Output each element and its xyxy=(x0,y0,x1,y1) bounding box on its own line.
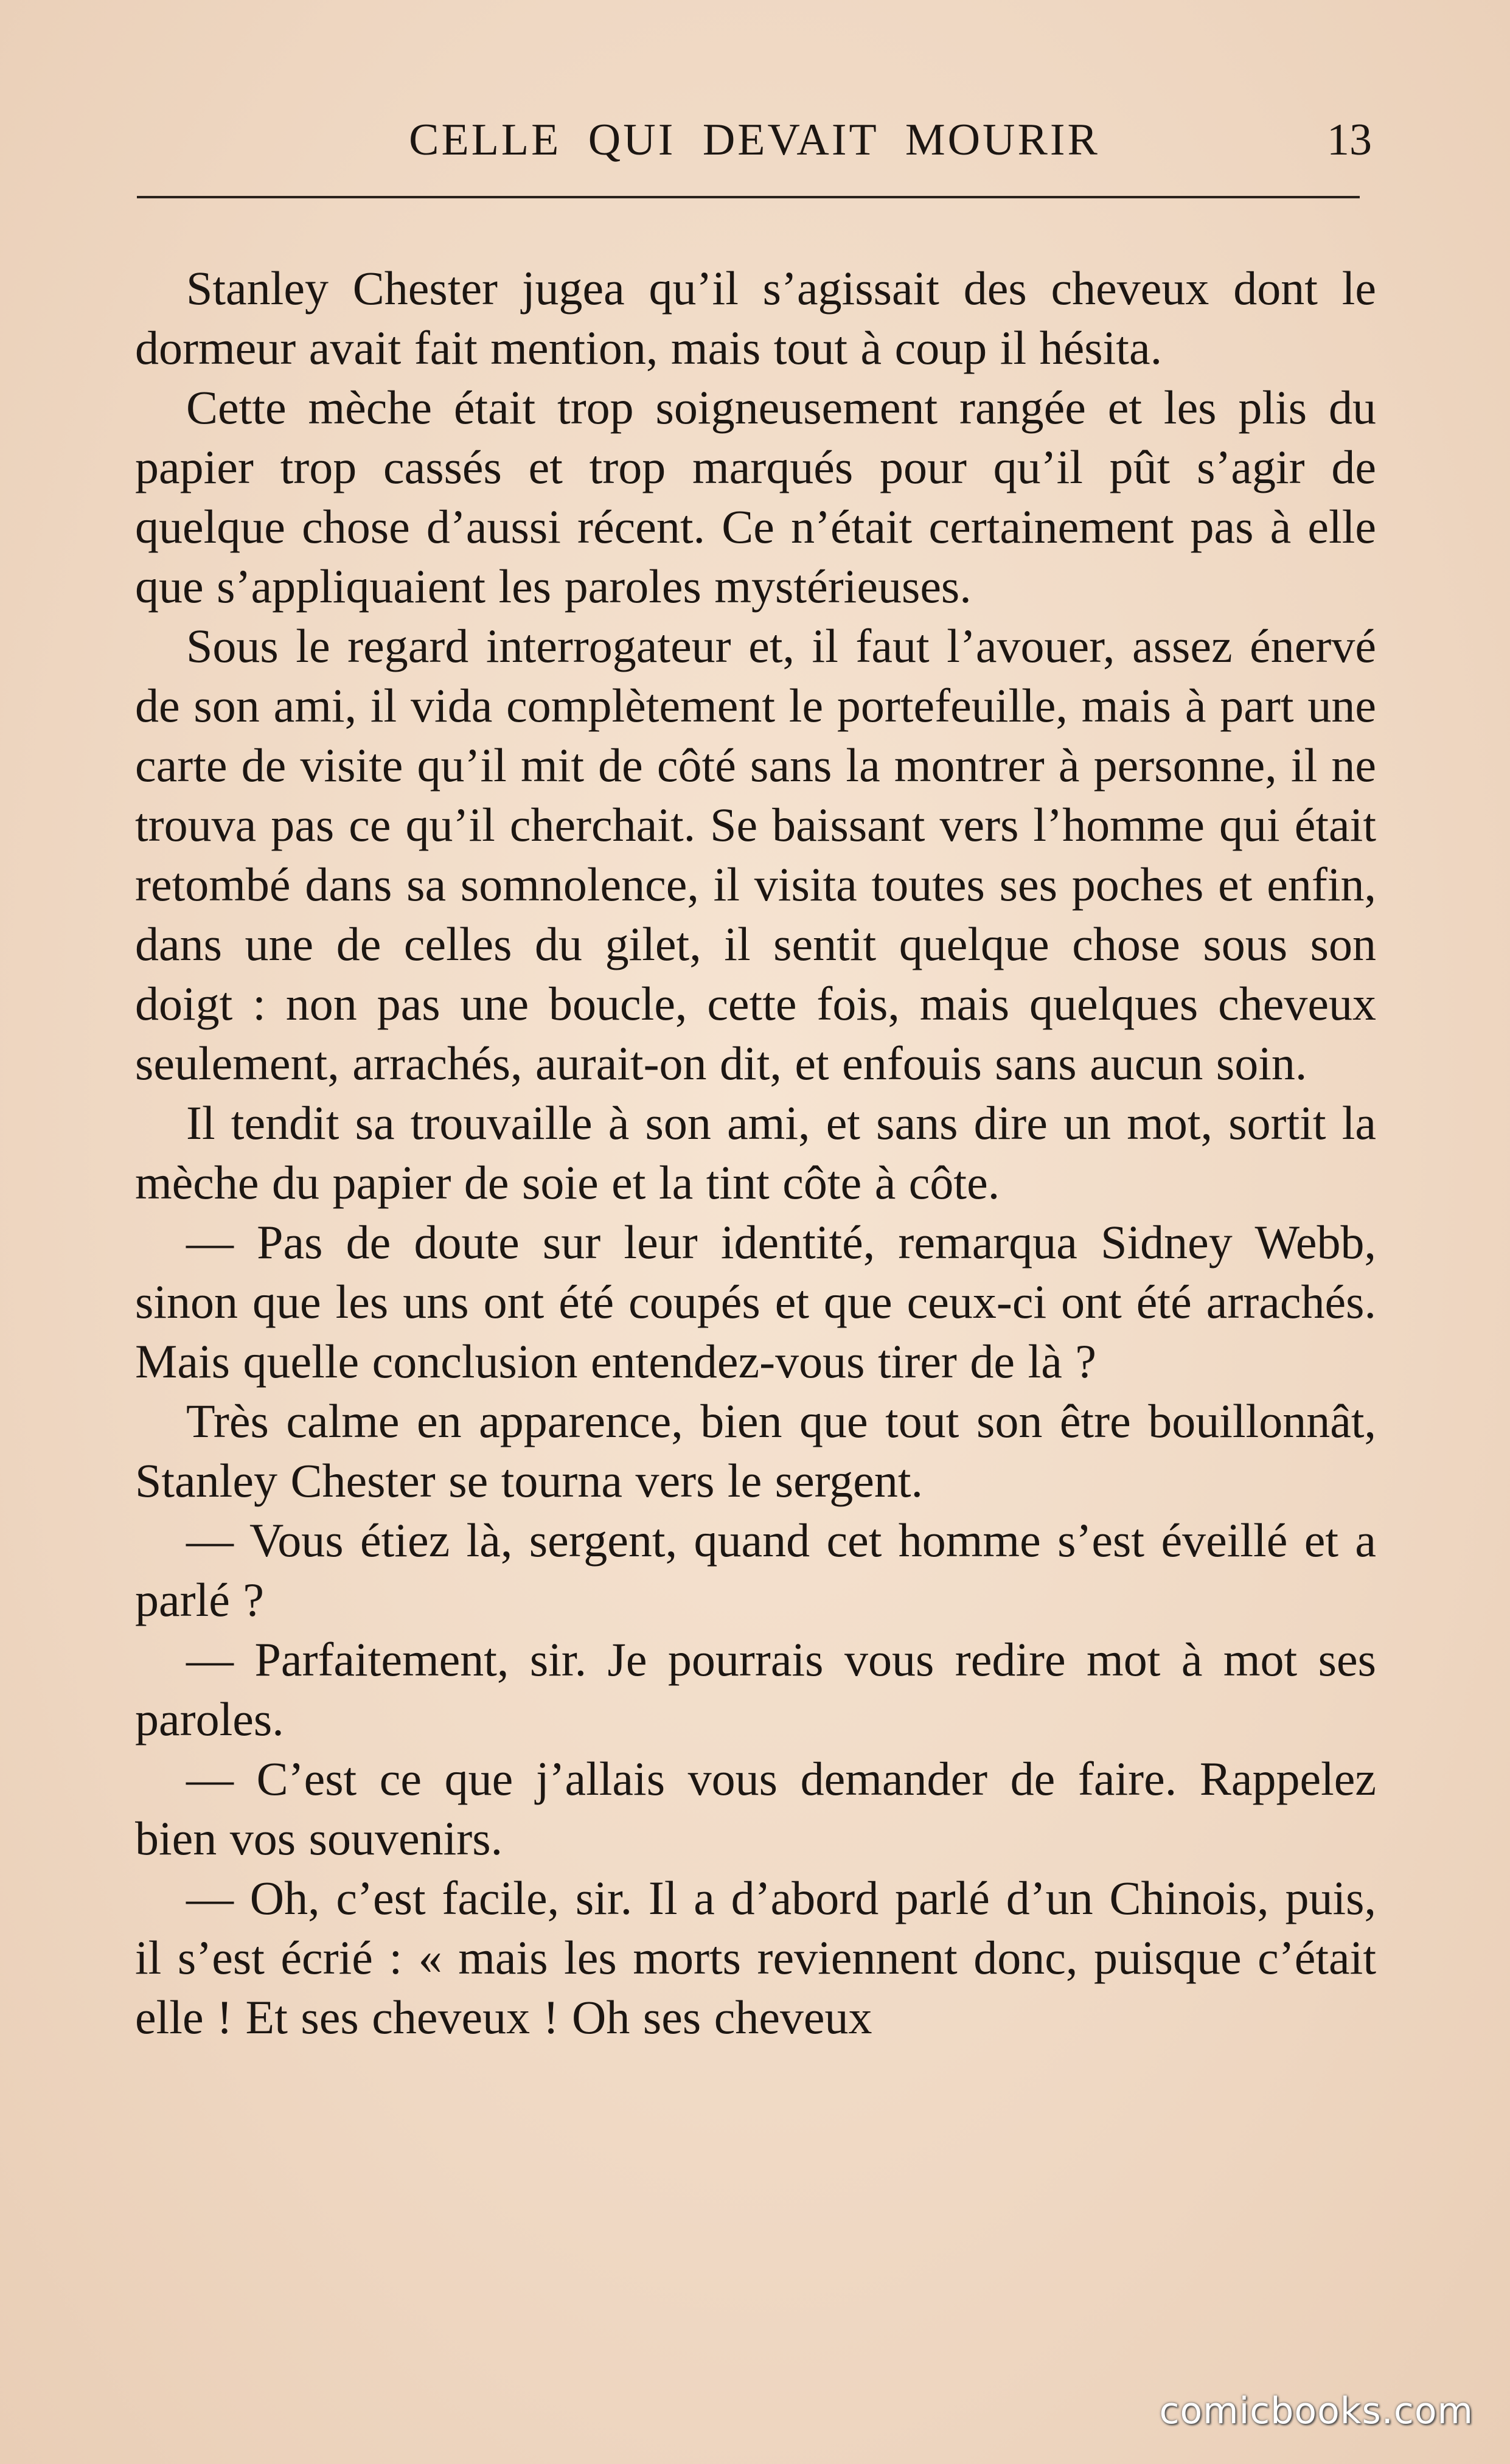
paragraph: Stanley Chester jugea qu’il s’agissait des cheveux dont le dormeur avait fait mention, mais tout à coup il hésita. xyxy=(135,262,1376,374)
paragraph: Il tendit sa trouvaille à son ami, et sans dire un mot, sortit la mèche du papier de soie et la tint côte à côte. xyxy=(135,1096,1376,1209)
paragraph: — Parfaitement, sir. Je pourrais vous redire mot à mot ses paroles. xyxy=(135,1633,1376,1745)
paragraph: Sous le regard interrogateur et, il faut l’avouer, assez énervé de son ami, il vida complètement le portefeuille, mais à part une carte de visite qu’il mit de côté sans la montrer à personne, il ne trouva pas ce qu’il cherchait. Se baissant vers l’homme qui était retombé dans sa somnolence, il visita toutes ses poches et enfin, dans une de celles du gilet, il sentit quelque chose sous son doigt : non pas une boucle, cette fois, mais quelques cheveux seulement, arrachés, aurait-on dit, et enfouis sans aucun soin. xyxy=(135,619,1376,1090)
paragraph: — C’est ce que j’allais vous demander de faire. Rappelez bien vos souvenirs. xyxy=(135,1752,1376,1865)
paragraph: Cette mèche était trop soigneusement rangée et les plis du papier trop cassés et trop marqués pour qu’il pût s’agir de quelque chose d’aussi récent. Ce n’était certainement pas à elle que s’appliquaient les paroles mystérieuses. xyxy=(135,381,1376,613)
running-head xyxy=(137,114,1372,175)
running-title: CELLE QUI DEVAIT MOURIR xyxy=(409,115,1100,165)
paragraph: Très calme en apparence, bien que tout son être bouillonnât, Stanley Chester se tourna vers le sergent. xyxy=(135,1394,1376,1507)
paragraph: — Oh, c’est facile, sir. Il a d’abord parlé d’un Chinois, puis, il s’est écrié : « mais les morts reviennent donc, puisque c’était elle ! Et ses cheveux ! Oh ses cheveux xyxy=(135,1871,1376,2044)
watermark: comicbooks.com xyxy=(1159,2390,1473,2432)
paragraph: — Pas de doute sur leur identité, remarqua Sidney Webb, sinon que les uns ont été coupés et que ceux-ci ont été arrachés. Mais quelle conclusion entendez-vous tirer de là ? xyxy=(135,1216,1376,1388)
paragraph: — Vous étiez là, sergent, quand cet homme s’est éveillé et a parlé ? xyxy=(135,1514,1376,1626)
page-number: 13 xyxy=(1327,115,1372,165)
body-text xyxy=(135,259,1376,2047)
header-rule xyxy=(137,196,1360,198)
